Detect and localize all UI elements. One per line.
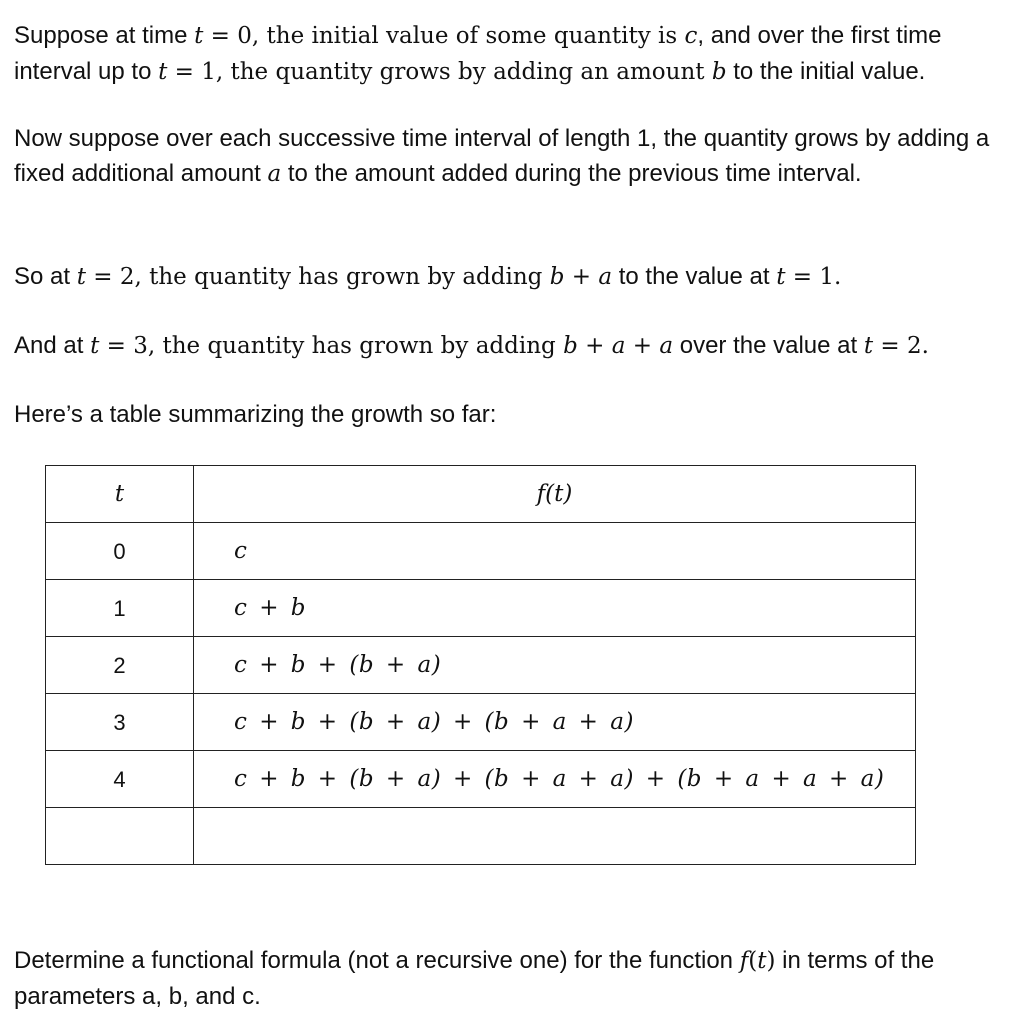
table-header-row [46, 466, 916, 523]
cell-f: c + b + (b + a) + (b + a + a) + (b + a + a + a) [194, 751, 916, 808]
cell-f: c + b [194, 580, 916, 637]
var-t: t [776, 264, 786, 290]
cell-t: 1 [46, 580, 194, 637]
t2-paragraph: So at t = 2, the quantity has grown by adding b + a to the value at t = 1. [14, 263, 842, 290]
cell-f: c + b + (b + a) + (b + a + a) [194, 694, 916, 751]
growth-table [45, 465, 916, 865]
var-a: a [659, 333, 674, 359]
var-t: t [90, 333, 100, 359]
successive-growth-paragraph: Now suppose over each successive time interval of length 1, the quantity grows by adding a fixed additional amount a to the amount added during the previous time interval. [14, 125, 990, 187]
var-t: t [194, 23, 204, 49]
cell-f: c + b + (b + a) [194, 637, 916, 694]
table-row [46, 694, 916, 751]
cell-t: 0 [46, 523, 194, 580]
cell-t: 4 [46, 751, 194, 808]
var-t: t [757, 948, 767, 974]
var-t: t [158, 59, 168, 85]
cell-f [194, 808, 916, 865]
var-b: b [563, 333, 578, 359]
header-f: f(t) [194, 466, 916, 523]
table-row [46, 580, 916, 637]
var-b: b [549, 264, 565, 290]
cell-f: c [194, 523, 916, 580]
cell-t [46, 808, 194, 865]
intro-paragraph: Suppose at time t = 0, the initial value of some quantity is c, and over the first time interval up to t = 1, the quantity grows by adding an amount b to the initial value. [14, 22, 942, 85]
var-b: b [711, 59, 727, 85]
header-t: t [46, 466, 194, 523]
question-paragraph: Determine a functional formula (not a recursive one) for the function f(t) in terms of the parameters a, b, and c. [14, 947, 935, 1010]
var-t: t [863, 333, 874, 359]
table-row [46, 637, 916, 694]
table-row [46, 523, 916, 580]
var-a: a [267, 161, 282, 187]
table-row-empty [46, 808, 916, 865]
table-intro: Here’s a table summarizing the growth so far: [14, 401, 497, 428]
var-a: a [611, 333, 626, 359]
t3-paragraph: And at t = 3, the quantity has grown by adding b + a + a over the value at t = 2. [14, 332, 929, 359]
var-f: f [739, 948, 749, 974]
table-row [46, 751, 916, 808]
var-c: c [684, 23, 698, 49]
var-t: t [76, 264, 86, 290]
cell-t: 3 [46, 694, 194, 751]
cell-t: 2 [46, 637, 194, 694]
var-a: a [598, 264, 613, 290]
